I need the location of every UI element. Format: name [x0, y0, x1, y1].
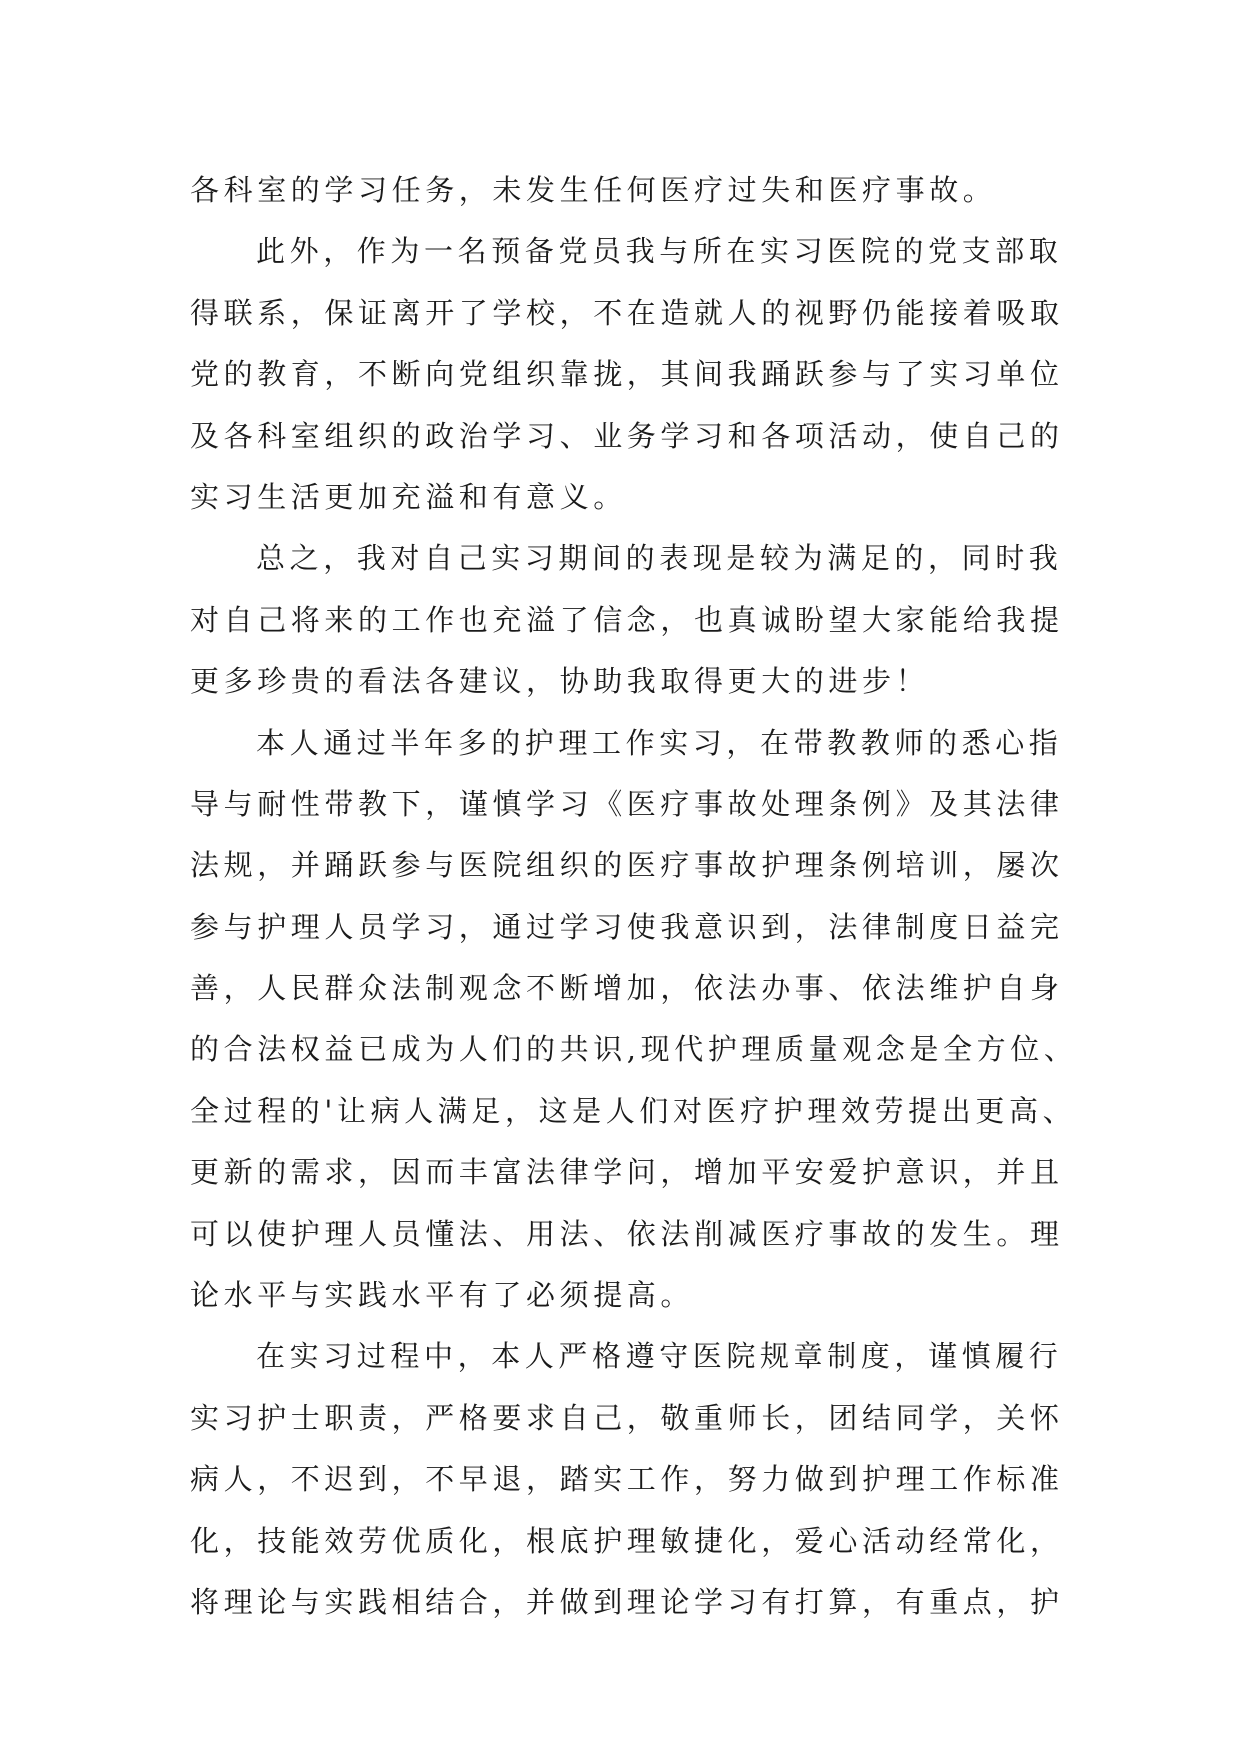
text-line: 对自己将来的工作也充溢了信念，也真诚盼望大家能给我提 — [190, 602, 1064, 637]
text-line: 党的教育，不断向党组织靠拢，其间我踊跃参与了实习单位 — [190, 357, 1064, 392]
text-line: 将理论与实践相结合，并做到理论学习有打算，有重点，护 — [190, 1584, 1064, 1619]
text-line: 全过程的'让病人满足，这是人们对医疗护理效劳提出更高、 — [190, 1093, 1077, 1128]
text-line: 论水平与实践水平有了必须提高。 — [190, 1278, 695, 1313]
paragraph-start-line: 在实习过程中，本人严格遵守医院规章制度，谨慎履行 — [256, 1339, 1063, 1374]
text-line: 化，技能效劳优质化，根底护理敏捷化，爱心活动经常化， — [190, 1523, 1064, 1558]
text-line: 的合法权益已成为人们的共识,现代护理质量观念是全方位、 — [190, 1032, 1078, 1067]
text-line: 病人，不迟到，不早退，踏实工作，努力做到护理工作标准 — [190, 1462, 1064, 1497]
text-line: 参与护理人员学习，通过学习使我意识到，法律制度日益完 — [190, 909, 1064, 944]
text-line: 及各科室组织的政治学习、业务学习和各项活动，使自己的 — [190, 418, 1064, 453]
text-line: 可以使护理人员懂法、用法、依法削减医疗事故的发生。理 — [190, 1216, 1064, 1251]
text-line: 各科室的学习任务，未发生任何医疗过失和医疗事故。 — [190, 173, 997, 207]
text-line: 善，人民群众法制观念不断增加，依法办事、依法维护自身 — [190, 971, 1064, 1006]
text-line: 导与耐性带教下，谨慎学习《医疗事故处理条例》及其法律 — [190, 786, 1064, 821]
document-body — [190, 160, 1078, 1633]
paragraph-start-line: 此外，作为一名预备党员我与所在实习医院的党支部取 — [256, 234, 1063, 269]
paragraph-start-line: 总之，我对自己实习期间的表现是较为满足的，同时我 — [256, 541, 1063, 576]
text-line: 法规，并踊跃参与医院组织的医疗事故护理条例培训，屡次 — [190, 848, 1064, 883]
text-line: 更新的需求，因而丰富法律学问，增加平安爱护意识，并且 — [190, 1155, 1064, 1190]
text-line: 实习护士职责，严格要求自己，敬重师长，团结同学，关怀 — [190, 1400, 1064, 1435]
paragraph-start-line: 本人通过半年多的护理工作实习，在带教教师的悉心指 — [256, 725, 1063, 760]
text-line: 得联系，保证离开了学校，不在造就人的视野仍能接着吸取 — [190, 295, 1064, 330]
text-line: 实习生活更加充溢和有意义。 — [190, 479, 627, 514]
text-line: 更多珍贵的看法各建议，协助我取得更大的进步！ — [190, 664, 930, 699]
